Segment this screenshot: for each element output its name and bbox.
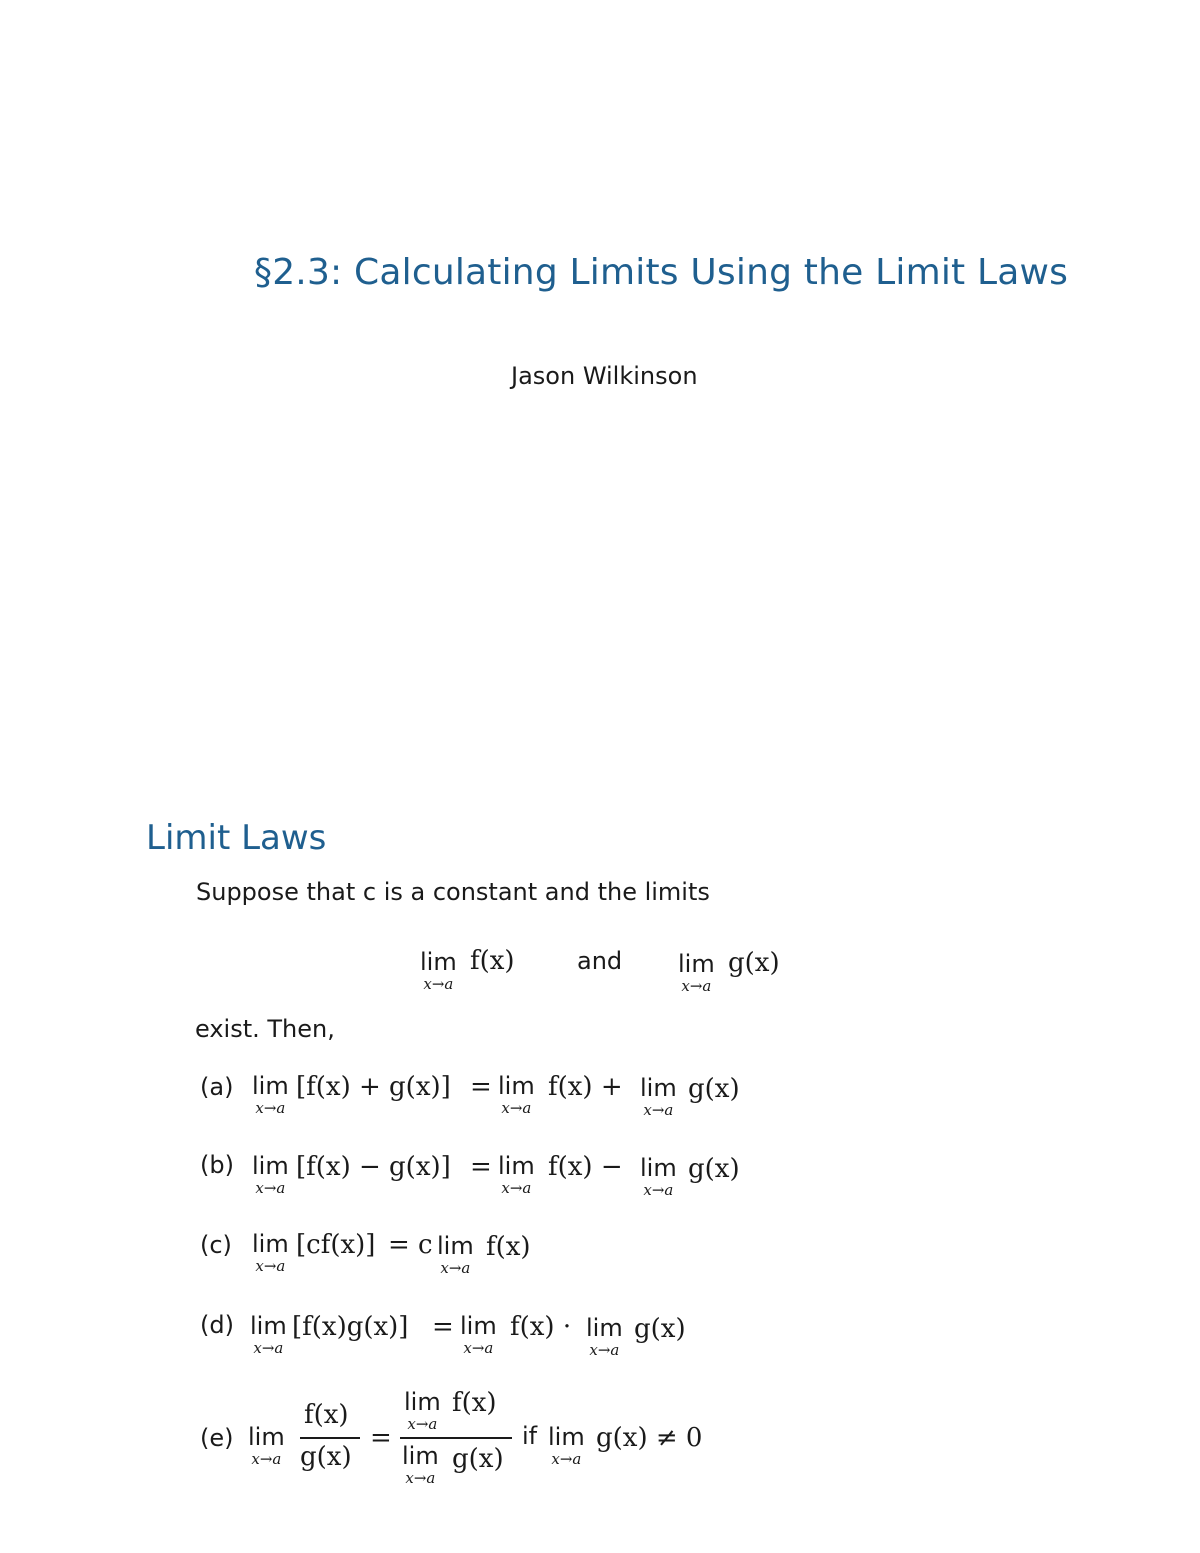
lim-operator (437, 1232, 474, 1276)
law-rhs-part: f(x) · (510, 1312, 572, 1342)
lim-subscript: x→a (463, 1339, 494, 1357)
law-label: (a) (200, 1073, 234, 1101)
lim-subscript: x→a (405, 1469, 436, 1487)
lim-operator (252, 1072, 289, 1116)
limit-g-expression: g(x) (728, 948, 780, 978)
equals-sign: = (470, 1152, 492, 1182)
law-label: (d) (200, 1311, 234, 1339)
law-rhs-part: g(x) (634, 1314, 686, 1344)
law-rhs-part: f(x) + (548, 1072, 623, 1102)
fraction-denominator: g(x) (300, 1442, 352, 1472)
lim-operator (548, 1423, 585, 1467)
lim-word: lim (678, 950, 715, 978)
intro-text: Suppose that c is a constant and the limits (196, 878, 710, 906)
lim-word: lim (586, 1314, 623, 1342)
lim-word: lim (250, 1312, 287, 1340)
limit-f-operator (420, 948, 457, 992)
lim-operator (252, 1152, 289, 1196)
lim-subscript: x→a (423, 975, 454, 993)
limit-f-expression: f(x) (470, 946, 515, 976)
law-rhs-part: g(x) (688, 1154, 740, 1184)
lim-subscript: x→a (501, 1179, 532, 1197)
law-lhs: [cf(x)] (296, 1230, 376, 1260)
lim-word: lim (460, 1312, 497, 1340)
author-name: Jason Wilkinson (511, 362, 698, 390)
lim-operator (402, 1442, 439, 1486)
lim-word: lim (640, 1074, 677, 1102)
law-label: (e) (200, 1424, 234, 1452)
condition-if: if (522, 1422, 538, 1450)
lim-subscript: x→a (681, 977, 712, 995)
fraction-numerator: f(x) (452, 1388, 497, 1418)
lim-word: lim (402, 1442, 439, 1470)
lim-subscript: x→a (643, 1181, 674, 1199)
lim-subscript: x→a (407, 1415, 438, 1433)
section-heading: Limit Laws (146, 818, 327, 858)
lim-word: lim (252, 1230, 289, 1258)
lim-operator (250, 1312, 287, 1356)
fraction-bar (400, 1437, 512, 1439)
lim-subscript: x→a (255, 1099, 286, 1117)
fraction-denominator: g(x) (452, 1444, 504, 1474)
condition-expression: g(x) ≠ 0 (596, 1423, 703, 1453)
equals-sign: = (370, 1423, 392, 1453)
law-rhs-part: f(x) (486, 1232, 531, 1262)
lim-word: lim (252, 1072, 289, 1100)
lim-operator (640, 1074, 677, 1118)
lim-operator (252, 1230, 289, 1274)
lim-operator (404, 1388, 441, 1432)
and-connector: and (577, 947, 623, 975)
fraction-numerator: f(x) (304, 1400, 349, 1430)
law-lhs: [f(x) + g(x)] (296, 1072, 451, 1102)
lim-subscript: x→a (589, 1341, 620, 1359)
lim-subscript: x→a (643, 1101, 674, 1119)
lim-word: lim (420, 948, 457, 976)
fraction-bar (300, 1437, 360, 1439)
lim-operator (586, 1314, 623, 1358)
lim-subscript: x→a (440, 1259, 471, 1277)
lim-subscript: x→a (255, 1257, 286, 1275)
equals-sign: = (470, 1072, 492, 1102)
lim-operator (640, 1154, 677, 1198)
lim-subscript: x→a (251, 1450, 282, 1468)
lim-word: lim (640, 1154, 677, 1182)
lim-word: lim (498, 1072, 535, 1100)
lim-operator (460, 1312, 497, 1356)
lim-subscript: x→a (253, 1339, 284, 1357)
lim-word: lim (252, 1152, 289, 1180)
law-rhs-part: g(x) (688, 1074, 740, 1104)
lim-word: lim (548, 1423, 585, 1451)
lim-operator (498, 1152, 535, 1196)
lim-subscript: x→a (255, 1179, 286, 1197)
lim-word: lim (437, 1232, 474, 1260)
law-label: (b) (200, 1151, 234, 1179)
page-title: §2.3: Calculating Limits Using the Limit Laws (254, 252, 1069, 293)
lim-operator (248, 1423, 285, 1467)
lim-word: lim (248, 1423, 285, 1451)
lim-subscript: x→a (501, 1099, 532, 1117)
lim-operator (498, 1072, 535, 1116)
lim-subscript: x→a (551, 1450, 582, 1468)
equals-c: = c (388, 1230, 433, 1260)
limit-g-operator (678, 950, 715, 994)
law-lhs: [f(x) − g(x)] (296, 1152, 451, 1182)
exist-then-text: exist. Then, (195, 1015, 335, 1043)
lim-word: lim (498, 1152, 535, 1180)
law-rhs-part: f(x) − (548, 1152, 623, 1182)
equals-sign: = (432, 1312, 454, 1342)
law-label: (c) (200, 1231, 232, 1259)
law-lhs: [f(x)g(x)] (292, 1312, 409, 1342)
lim-word: lim (404, 1388, 441, 1416)
